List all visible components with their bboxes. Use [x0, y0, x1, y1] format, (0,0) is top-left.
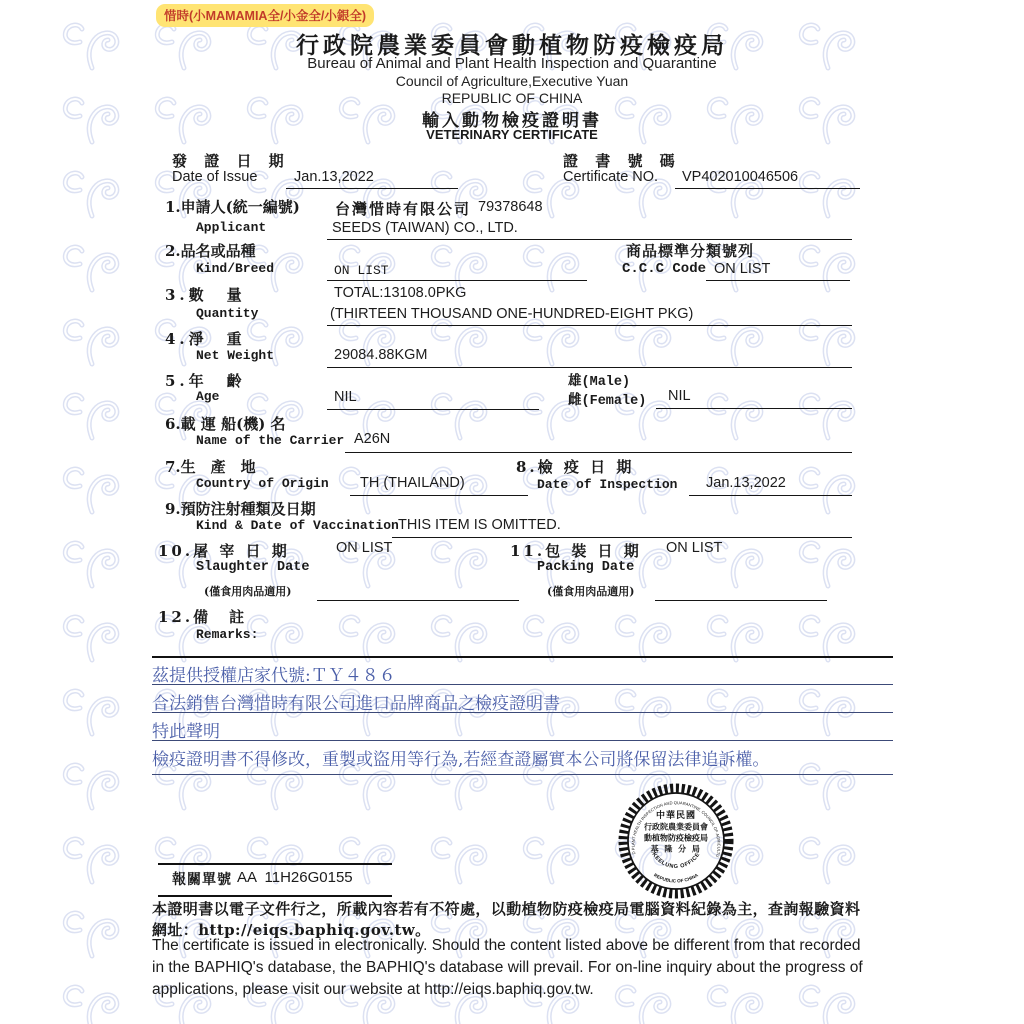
vaccination-underline [392, 537, 852, 538]
doc-title-en: VETERINARY CERTIFICATE [426, 127, 598, 142]
packing-label-en: Packing Date [537, 560, 635, 575]
auth-line-4: 檢疫證明書不得修改，重製或盜用等行為,若經查證屬實本公司將保留法律追訴權。 [152, 750, 770, 770]
kind-label-en: Kind/Breed [196, 261, 275, 276]
carrier-label-cn: 6.載 運 船(機) 名 [165, 415, 286, 433]
vaccination-value: THIS ITEM IS OMITTED. [398, 517, 561, 533]
cert-no-label-cn: 證 書 號 碼 [563, 152, 681, 170]
inspection-label-en: Date of Inspection [537, 477, 678, 492]
quantity-value-1: TOTAL:13108.0PKG [334, 285, 467, 301]
carrier-value: A26N [354, 431, 391, 447]
issue-date-value: Jan.13,2022 [294, 169, 374, 185]
age-label-cn: 5.年 齡 [165, 372, 246, 390]
auth-rule-3 [152, 740, 893, 741]
applicant-label-cn: 1.申請人(統一編號) [165, 198, 300, 216]
inspection-underline [689, 495, 852, 496]
female-underline [656, 408, 852, 409]
auth-line-1: 茲提供授權店家代號:ＴＹ４８６ [152, 666, 396, 686]
seal-line-2: 行政院農業委員會 [644, 821, 708, 832]
quantity-label-cn: 3.數 量 [165, 286, 246, 304]
inspection-value: Jan.13,2022 [706, 475, 786, 491]
vaccination-label-en: Kind & Date of Vaccination [196, 518, 399, 533]
issue-date-label-en: Date of Issue [172, 169, 258, 185]
net-weight-label-en: Net Weight [196, 348, 275, 363]
slaughter-underline [317, 600, 519, 601]
issue-date-underline [286, 188, 458, 189]
applicant-underline [327, 239, 852, 240]
slaughter-label-en: Slaughter Date [196, 560, 310, 575]
net-weight-value: 29084.88KGM [334, 347, 428, 363]
packing-underline [655, 600, 827, 601]
declaration-label: 報關單號 [172, 872, 232, 888]
carrier-underline [345, 452, 852, 453]
agency-title-en: Bureau of Animal and Plant Health Inspection and Quarantine [307, 55, 717, 72]
seal-office-text: KEELUNG OFFICE [650, 851, 702, 871]
ccc-code-label: C.C.C Code [622, 261, 707, 277]
seal-ring-text: D PLANT HEALTH INSPECTION AND QUARANTINE, COUNCIL OF AGRICULTU [630, 800, 722, 858]
female-label: 雌(Female) [568, 394, 647, 409]
slaughter-label-cn: 10.屠 宰 日 期 [158, 542, 290, 560]
quantity-underline [327, 325, 852, 326]
slaughter-value: ON LIST [336, 540, 393, 556]
auth-line-2: 合法銷售台灣惜時有限公司進口品牌商品之檢疫證明書 [152, 694, 560, 714]
origin-label-en: Country of Origin [196, 476, 329, 491]
origin-label-cn: 7.生 產 地 [165, 458, 256, 476]
footer-cn-line-1: 本證明書以電子文件行之，所載內容若有不符處，以動植物防疫檢疫局電腦資料紀錄為主，查詢報驗資料 [152, 900, 861, 918]
kind-underline [327, 280, 587, 281]
age-underline [327, 409, 539, 410]
net-weight-underline [327, 367, 852, 368]
official-seal [601, 766, 751, 916]
age-value: NIL [334, 389, 357, 405]
vaccination-label-cn: 9.預防注射種類及日期 [165, 500, 316, 518]
ccc-code-value: ON LIST [714, 261, 771, 277]
cert-no-value: VP402010046506 [682, 169, 799, 185]
kind-value: ON LIST [334, 263, 389, 278]
cert-no-underline [675, 188, 860, 189]
inspection-label-cn: 8.檢 疫 日 期 [516, 458, 635, 476]
declaration-bottom-rule [158, 895, 392, 897]
age-label-en: Age [196, 389, 220, 404]
carrier-label-en: Name of the Carrier [196, 433, 345, 448]
applicant-value-en: SEEDS (TAIWAN) CO., LTD. [332, 220, 518, 236]
footer-en-line-2: in the BAPHIQ's database, the BAPHIQ's database will prevail. For on-line inquiry about the progress of [152, 959, 863, 976]
agency-title-cn: 行政院農業委員會動植物防疫檢疫局 [296, 32, 728, 59]
remarks-top-rule [152, 656, 893, 658]
quantity-label-en: Quantity [196, 306, 259, 321]
auth-rule-1 [152, 684, 893, 685]
issue-date-label-cn: 發 證 日 期 [172, 152, 290, 170]
council-line: Council of Agriculture,Executive Yuan [395, 73, 629, 89]
cert-no-label-en: Certificate NO. [563, 169, 659, 185]
product-note-badge: 惜時(小MAMAMIA全/小金全/小銀全) [156, 4, 374, 27]
origin-underline [350, 495, 528, 496]
footer-en-line-1: The certificate is issued in electronically. Should the content listed above be different from that recorded [152, 937, 861, 954]
applicant-tax-id: 79378648 [478, 199, 543, 215]
packing-value: ON LIST [666, 540, 723, 556]
footer-cn-line-2: 網址：http://eiqs.baphiq.gov.tw。 [152, 921, 431, 939]
male-label: 雄(Male) [568, 375, 631, 390]
packing-note: (僅食用肉品適用) [547, 585, 635, 598]
declaration-top-rule [158, 863, 392, 865]
seal-line-4: 基 隆 分 局 [650, 843, 702, 854]
ccc-underline [706, 280, 850, 281]
footer-en-line-3: applications, please visit our website at http://eiqs.baphiq.gov.tw. [152, 981, 594, 998]
auth-rule-2 [152, 712, 893, 713]
seal-ring-bottom-text: REPUBLIC OF CHINA [652, 872, 700, 884]
quantity-value-2: (THIRTEEN THOUSAND ONE-HUNDRED-EIGHT PKG) [330, 306, 694, 322]
slaughter-note: (僅食用肉品適用) [204, 585, 292, 598]
remarks-label-en: Remarks: [196, 627, 259, 642]
ccc-header-cn: 商品標準分類號列 [626, 242, 755, 260]
auth-line-3: 特此聲明 [152, 722, 220, 742]
applicant-label-en: Applicant [196, 220, 267, 235]
applicant-value-cn: 台灣惜時有限公司 [335, 200, 472, 218]
doc-title-cn: 輸入動物檢疫證明書 [422, 111, 602, 131]
kind-label-cn: 2.品名或品種 [165, 242, 256, 260]
origin-value: TH (THAILAND) [360, 475, 465, 491]
seal-line-3: 動植物防疫檢疫局 [644, 832, 708, 843]
declaration-value: AA 11H26G0155 [237, 869, 353, 886]
remarks-label-cn: 12.備 註 [158, 608, 248, 626]
seal-line-1: 中華民國 [655, 811, 697, 821]
female-value: NIL [668, 388, 691, 404]
net-weight-label-cn: 4.淨 重 [165, 330, 246, 348]
country-line: REPUBLIC OF CHINA [441, 90, 583, 106]
auth-rule-4 [152, 774, 893, 775]
packing-label-cn: 11.包 裝 日 期 [510, 542, 642, 560]
